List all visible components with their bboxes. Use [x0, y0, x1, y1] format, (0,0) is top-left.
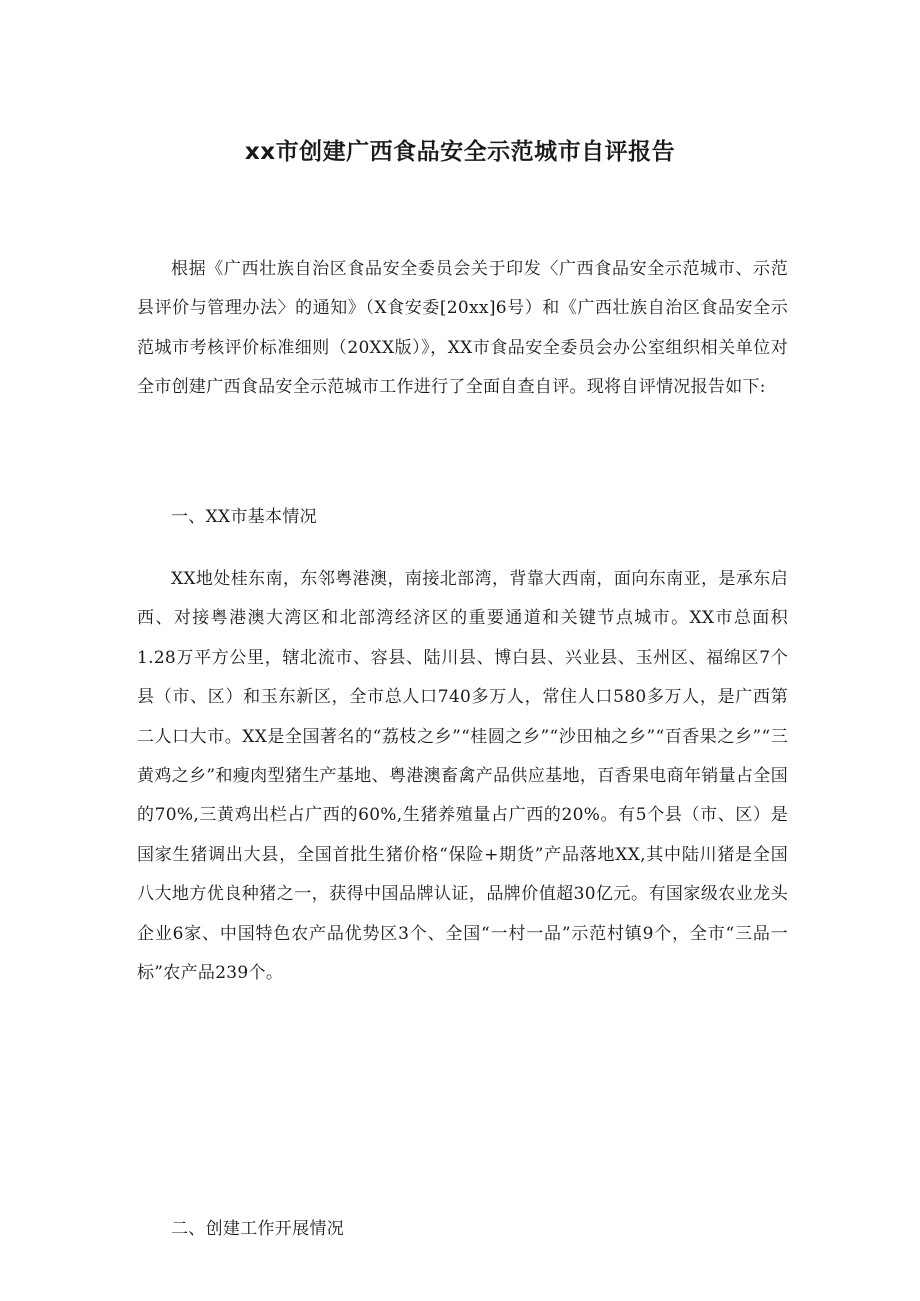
intro-paragraph: 根据《广西壮族自治区食品安全委员会关于印发〈广西食品安全示范城市、示范县评价与管理办法〉的通知》（X食安委[20xx]6号）和《广西壮族自治区食品安全示范城市考核评价标准细则（20XX版）》，XX市食品安全委员会办公室组织相关单位对全市创建广西食品安全示范城市工作进行了全面自查自评。现将自评情况报告如下:	[137, 259, 788, 398]
section-heading-basic-situation: 一、XX市基本情况	[171, 507, 317, 527]
document-title: xx市创建广西食品安全示范城市自评报告	[244, 139, 676, 165]
section-heading-work-progress: 二、创建工作开展情况	[171, 1219, 344, 1239]
basic-situation-paragraph: XX地处桂东南，东邻粤港澳，南接北部湾，背靠大西南，面向东南亚，是承东启西、对接粤港澳大湾区和北部湾经济区的重要通道和关键节点城市。XX市总面积1.28万平方公里，辖北流市、容县、陆川县、博白县、兴业县、玉州区、福绵区7个县（市、区）和玉东新区，全市总人口740多万人，常住人口580多万人，是广西第二人口大市。XX是全国著名的“荔枝之乡”“桂圆之乡”“沙田柚之乡”“百香果之乡”“三黄鸡之乡”和瘦肉型猪生产基地、粤港澳畜禽产品供应基地，百香果电商年销量占全国的70%,三黄鸡出栏占广西的60%,生猪养殖量占广西的20%。有5个县（市、区）是国家生猪调出大县，全国首批生猪价格“保险+期货”产品落地XX,其中陆川猪是全国八大地方优良种猪之一，获得中国品牌认证，品牌价值超30亿元。有国家级农业龙头企业6家、中国特色农产品优势区3个、全国“一村一品”示范村镇9个，全市“三品一标”农产品239个。	[137, 569, 788, 984]
